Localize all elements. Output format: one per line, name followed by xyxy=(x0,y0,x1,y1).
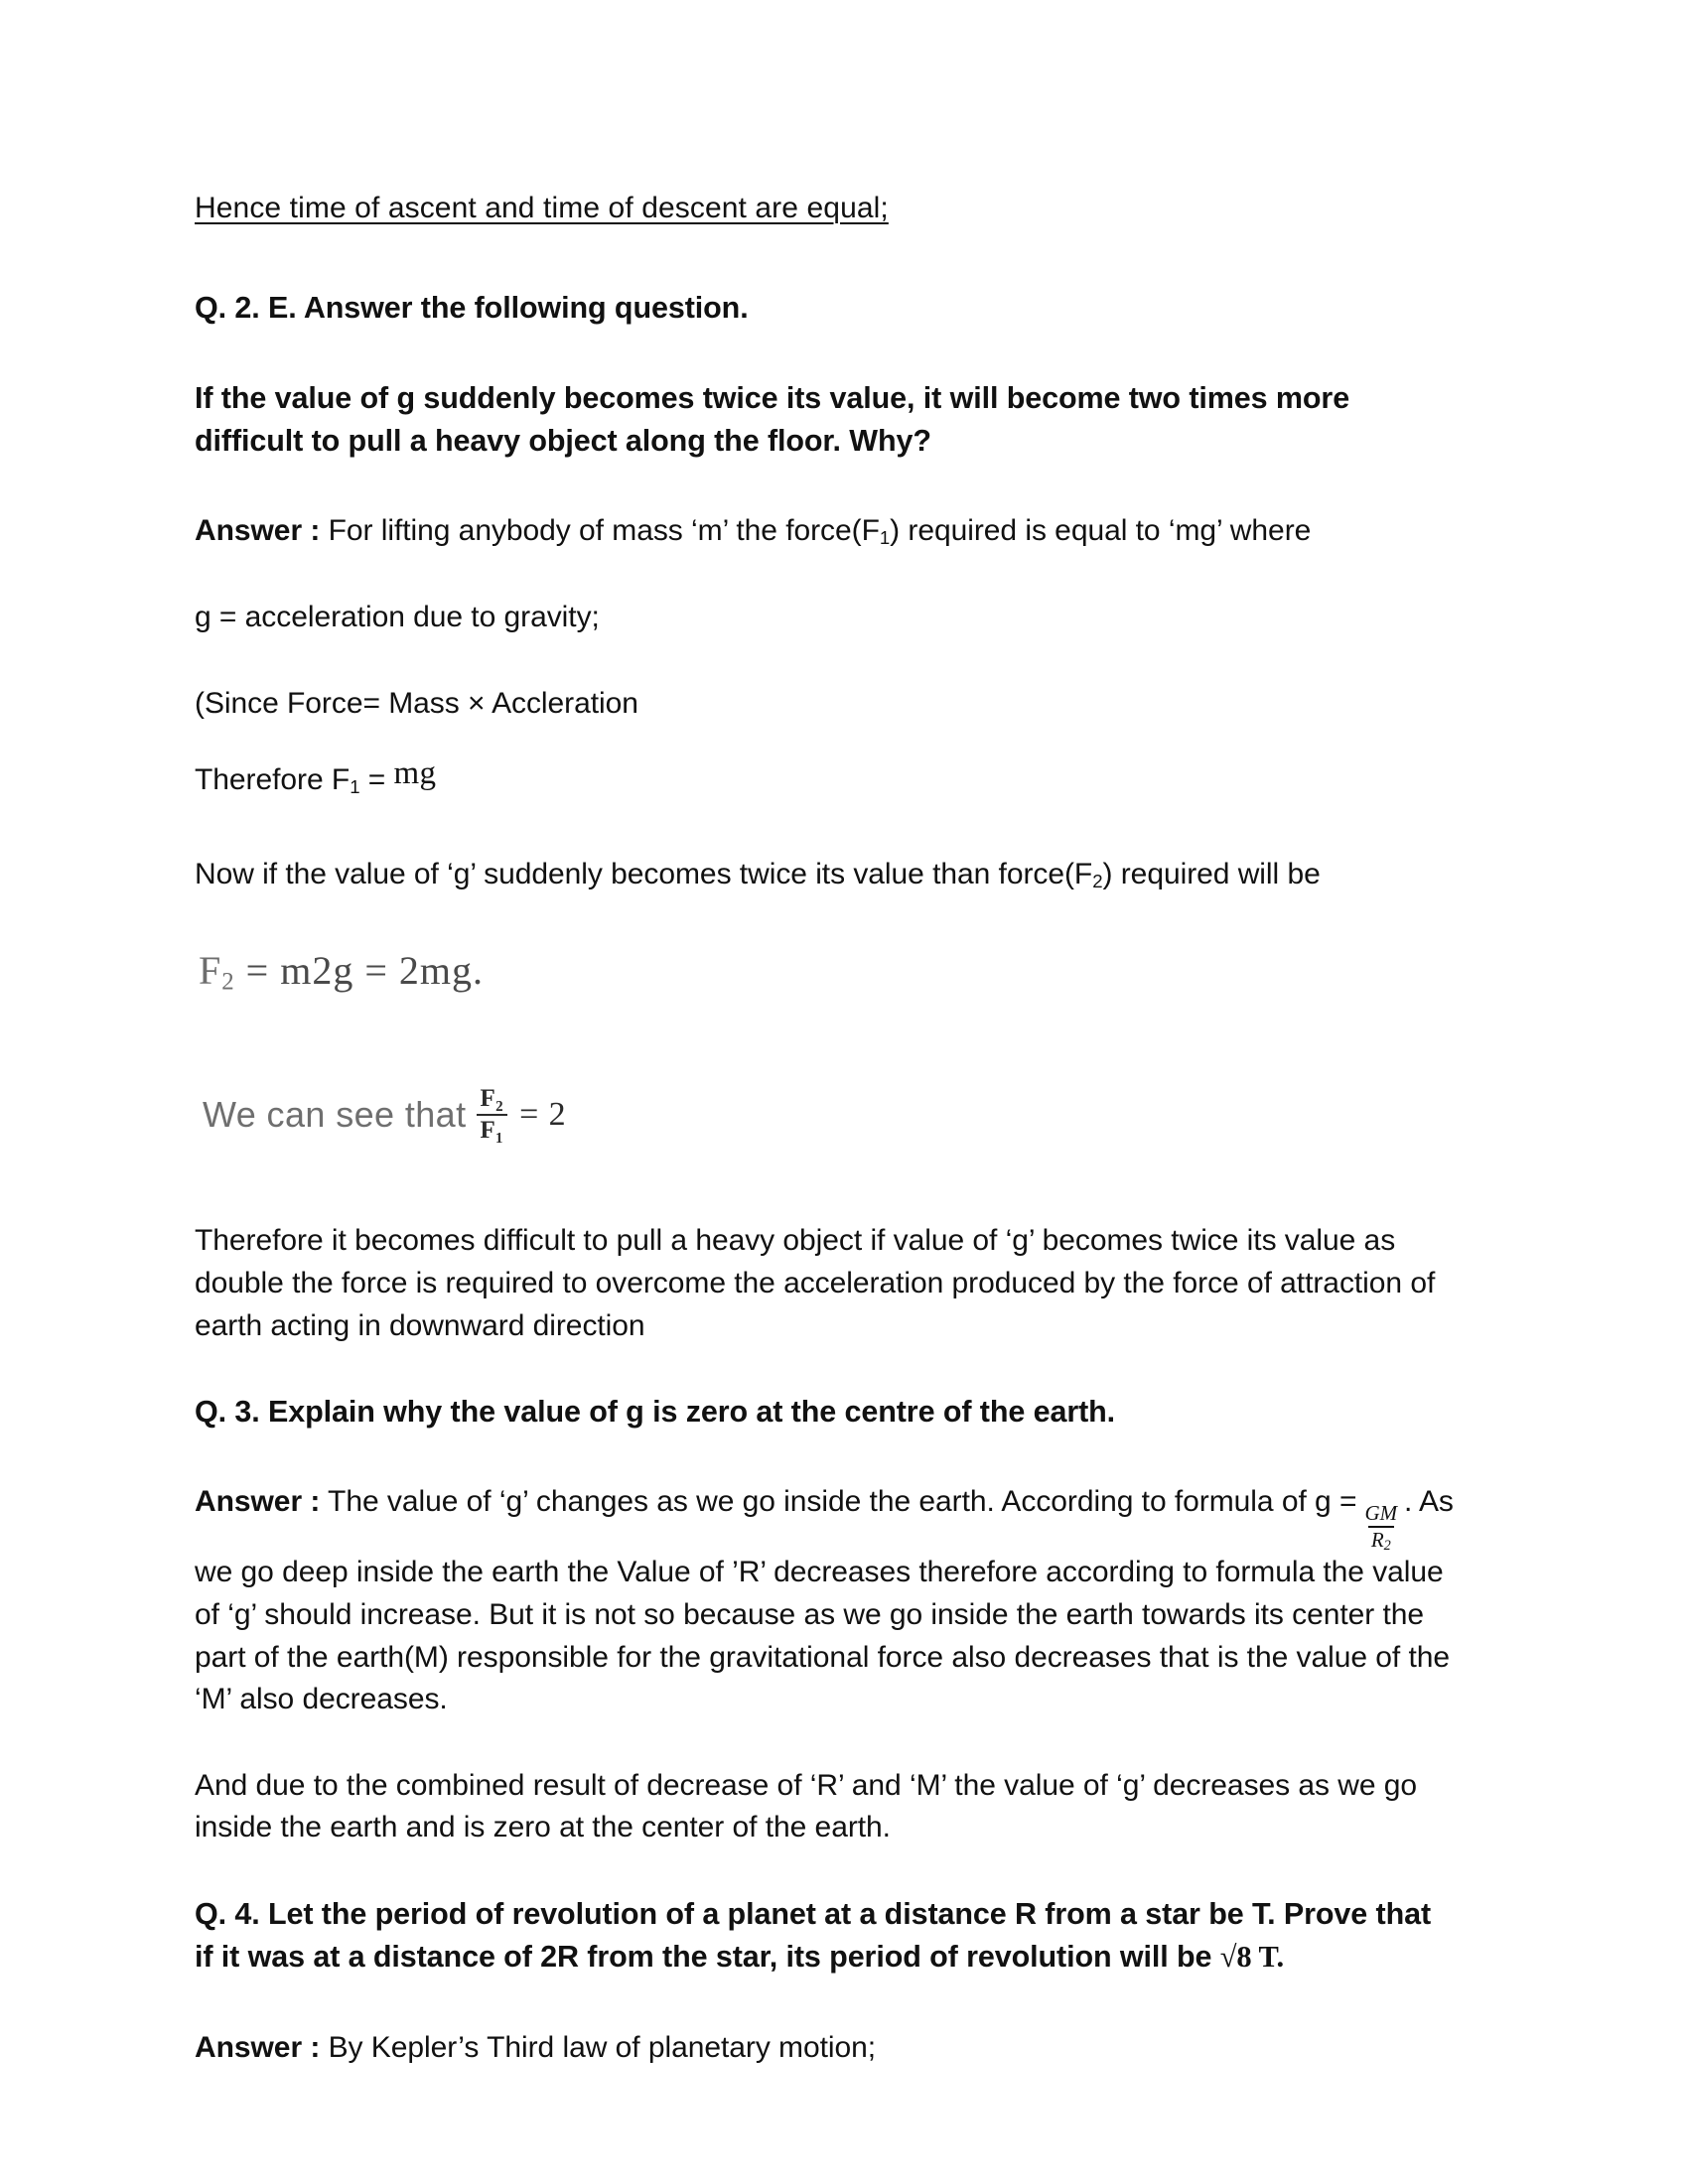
answer-q3-paragraph-2: And due to the combined result of decrease of ‘R’ and ‘M’ the value of ‘g’ decreases as we go inside the earth and is zero at the center of the earth. xyxy=(195,1768,1418,1844)
answer-label-q4: Answer : xyxy=(195,2030,321,2064)
question-heading-q2e: Q. 2. E. Answer the following question. xyxy=(195,290,749,325)
answer-q2e-gravity-definition: g = acceleration due to gravity; xyxy=(195,600,600,633)
now-if-prefix: Now if the value of ‘g’ suddenly becomes twice its value than force(F xyxy=(195,857,1093,890)
carryover-underlined-note: Hence time of ascent and time of descent are equal; xyxy=(195,192,889,224)
ratio-lead-text: We can see that xyxy=(203,1094,467,1136)
ratio-value: 2 xyxy=(548,1096,567,1134)
answer-q2e-p1-text: For lifting anybody of mass ‘m’ the force(F xyxy=(320,514,880,548)
q4-heading-line-2: Prove that if it was at a distance of 2R from the star, its period of revolution will xyxy=(195,1897,1432,1975)
subscript-f2: 2 xyxy=(1092,870,1103,891)
q4-heading-radical-value: √8 T. xyxy=(1219,1940,1285,1975)
now-if-tail: ) required will be xyxy=(1102,857,1321,890)
answer-label-q3: Answer : xyxy=(195,1485,321,1519)
fraction-gm-numerator: GM xyxy=(1364,1501,1398,1526)
answer-label: Answer : xyxy=(195,514,321,548)
answer-q2e-therefore-f1-line xyxy=(195,751,1456,802)
page-content xyxy=(195,189,1456,2069)
answer-paragraph-q4 xyxy=(195,2027,1456,2070)
therefore-f1-value-mg: mg xyxy=(393,755,437,792)
formula-g-equals-sign: = xyxy=(1338,1485,1357,1519)
answer-q4-text: By Kepler’s Third law of planetary motion; xyxy=(320,2030,877,2064)
equation-f2-lhs-sub: 2 xyxy=(221,968,235,996)
equation-f2-lhs-var: F xyxy=(199,948,222,994)
answer-q3-p1-tail: . As we go deep inside the earth the Value of ’R’ decreases therefore according to formula the value of ‘g’ should increase. But it is not so because as we go inside the earth towards its center the part of the earth(M) responsible for the gravitational force also decreases that is the value of the ‘M’ also decreases. xyxy=(195,1485,1454,1716)
answer-paragraph-q3-1 xyxy=(195,1481,1456,1720)
denominator-base: R xyxy=(1370,1528,1384,1553)
q4-heading-line-3-prefix: be xyxy=(1177,1940,1220,1975)
question-heading-q3: Q. 3. Explain why the value of g is zero at the centre of the earth. xyxy=(195,1395,1116,1430)
answer-q2e-now-if-line xyxy=(195,854,1456,896)
q4-heading-line-1: Q. 4. Let the period of revolution of a planet at a distance R from a star be T. xyxy=(195,1897,1276,1931)
therefore-f1-prefix: Therefore F xyxy=(195,763,351,797)
ratio-equals-sign: = xyxy=(519,1096,539,1134)
answer-paragraph-q2e-1 xyxy=(195,510,1456,553)
question-text-q2e: If the value of g suddenly becomes twice its value, it will become two times more difficult to pull a heavy object along the floor. Why? xyxy=(195,380,1350,459)
answer-q3-p1-prefix: The value of ‘g’ changes as we go inside the earth. According to formula of g xyxy=(320,1485,1332,1519)
fraction-denominator: F₁ xyxy=(477,1114,508,1145)
subscript-f1: 1 xyxy=(879,527,891,549)
answer-q2e-since-force-line: (Since Force= Mass × Accleration xyxy=(195,686,638,720)
fraction-f2-over-f1 xyxy=(477,1085,508,1145)
therefore-f1-equals: = xyxy=(359,763,394,797)
question-heading-q4 xyxy=(195,1893,1456,1979)
fraction-r2-denominator xyxy=(1368,1526,1394,1555)
answer-q2e-conclusion: Therefore it becomes difficult to pull a heavy object if value of ‘g’ becomes twice its value as double the force is required to overcome the acceleration produced by the force of attraction of earth acting in downward direction xyxy=(195,1224,1436,1342)
answer-q2e-p1-tail: ) required is equal to ‘mg’ where xyxy=(890,514,1312,548)
fraction-numerator: F₂ xyxy=(480,1085,504,1113)
equation-force-ratio xyxy=(203,1085,1456,1145)
subscript-f1-second: 1 xyxy=(350,776,360,798)
equation-f2-body: = m2g = 2mg. xyxy=(234,948,484,994)
fraction-gm-over-r2 xyxy=(1361,1501,1400,1555)
equation-f2-value xyxy=(199,947,1456,994)
denominator-subscript: 2 xyxy=(1383,1538,1391,1555)
